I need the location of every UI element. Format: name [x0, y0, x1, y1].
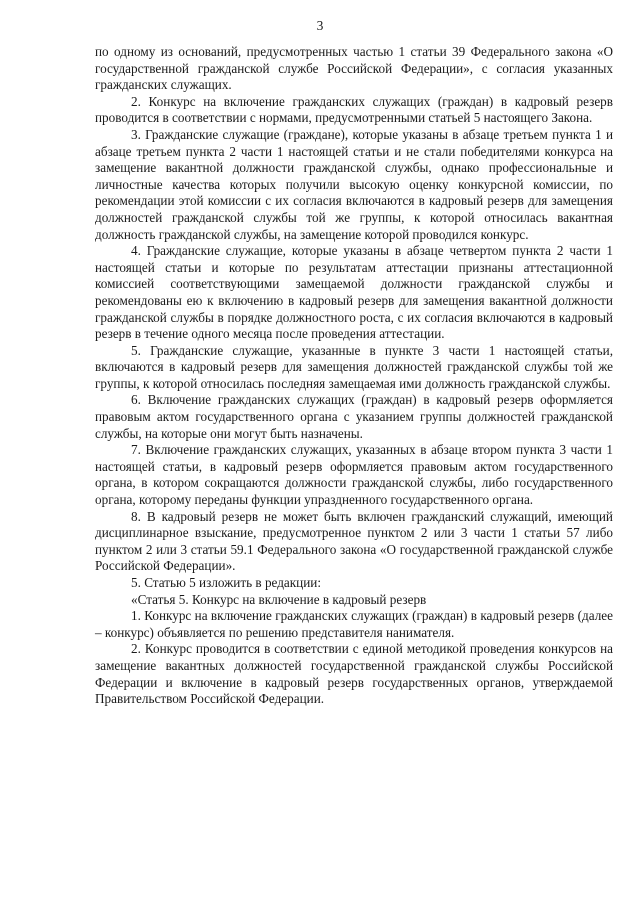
- article-5-item-2: 2. Конкурс проводится в соответствии с единой методикой проведения конкурсов на замещение вакантных должностей государственной гражданской службы Российской Федерации и включение в кадровый резерв государственных органов, утверждаемой Правительством Российской Федерации.: [95, 641, 613, 707]
- paragraph-continuation: по одному из оснований, предусмотренных частью 1 статьи 39 Федерального закона «О государственной гражданской службе Российской Федерации», с согласия указанных гражданских служащих.: [95, 44, 613, 93]
- article-5-item-1: 1. Конкурс на включение гражданских служащих (граждан) в кадровый резерв (далее – конкурс) объявляется по решению представителя нанимателя.: [95, 608, 613, 640]
- paragraph-item-4: 4. Гражданские служащие, которые указаны в абзаце четвертом пункта 2 части 1 настоящей статьи и которые по результатам аттестации признаны аттестационной комиссией соответствующими замещаемой должности гражданской службы и рекомендованы ею к включению в кадровый резерв для замещения вакантной должности гражданской службы в порядке должностного роста, с их согласия включаются в кадровый резерв в течение одного месяца после проведения аттестации.: [95, 243, 613, 342]
- amendment-item-5: 5. Статью 5 изложить в редакции:: [131, 575, 322, 590]
- paragraph-item-2: 2. Конкурс на включение гражданских служащих (граждан) в кадровый резерв проводится в соответствии с нормами, предусмотренными статьей 5 настоящего Закона.: [95, 93, 613, 126]
- article-5-heading: «Статья 5. Конкурс на включение в кадровый резерв: [131, 591, 427, 607]
- document-body: [95, 44, 613, 708]
- paragraph-item-3: 3. Гражданские служащие (граждане), которые указаны в абзаце третьем пункта 1 и абзаце третьем пункта 2 части 1 настоящей статьи и не стали победителями конкурса на замещение вакантной должности гражданской службы, однако профессиональные и личностные качества которых получили высокую оценку конкурсной комиссии, по рекомендации этой комиссии с их согласия включаются в кадровый резерв для замещения должностей гражданской службы той же группы, к которой относилась вакантная должность гражданской службы, на замещение которой проводился конкурс.: [95, 126, 613, 242]
- paragraph-item-7: 7. Включение гражданских служащих, указанных в абзаце втором пункта 3 части 1 настоящей статьи, в кадровый резерв оформляется правовым актом государственного органа, в котором сокращаются должности гражданской службы, либо государственного органа, которому переданы функции упраздненного государственного органа.: [95, 442, 613, 508]
- paragraph-item-5: 5. Гражданские служащие, указанные в пункте 3 части 1 настоящей статьи, включаются в кадровый резерв для замещения должностей гражданской службы той же группы, к которой относилась последняя замещаемая ими должность гражданской службы.: [95, 342, 613, 391]
- paragraph-item-8: 8. В кадровый резерв не может быть включен гражданский служащий, имеющий дисциплинарное взыскание, предусмотренное пунктом 2 или 3 части 1 статьи 57 либо пунктом 2 или 3 статьи 59.1 Федерального закона «О государственной гражданской службе Российской Федерации».: [95, 508, 613, 574]
- page-number: 3: [316, 18, 324, 33]
- paragraph-item-6: 6. Включение гражданских служащих (граждан) в кадровый резерв оформляется правовым актом государственного органа с указанием группы должностей гражданской службы, на которые они могут быть назначены.: [95, 392, 613, 441]
